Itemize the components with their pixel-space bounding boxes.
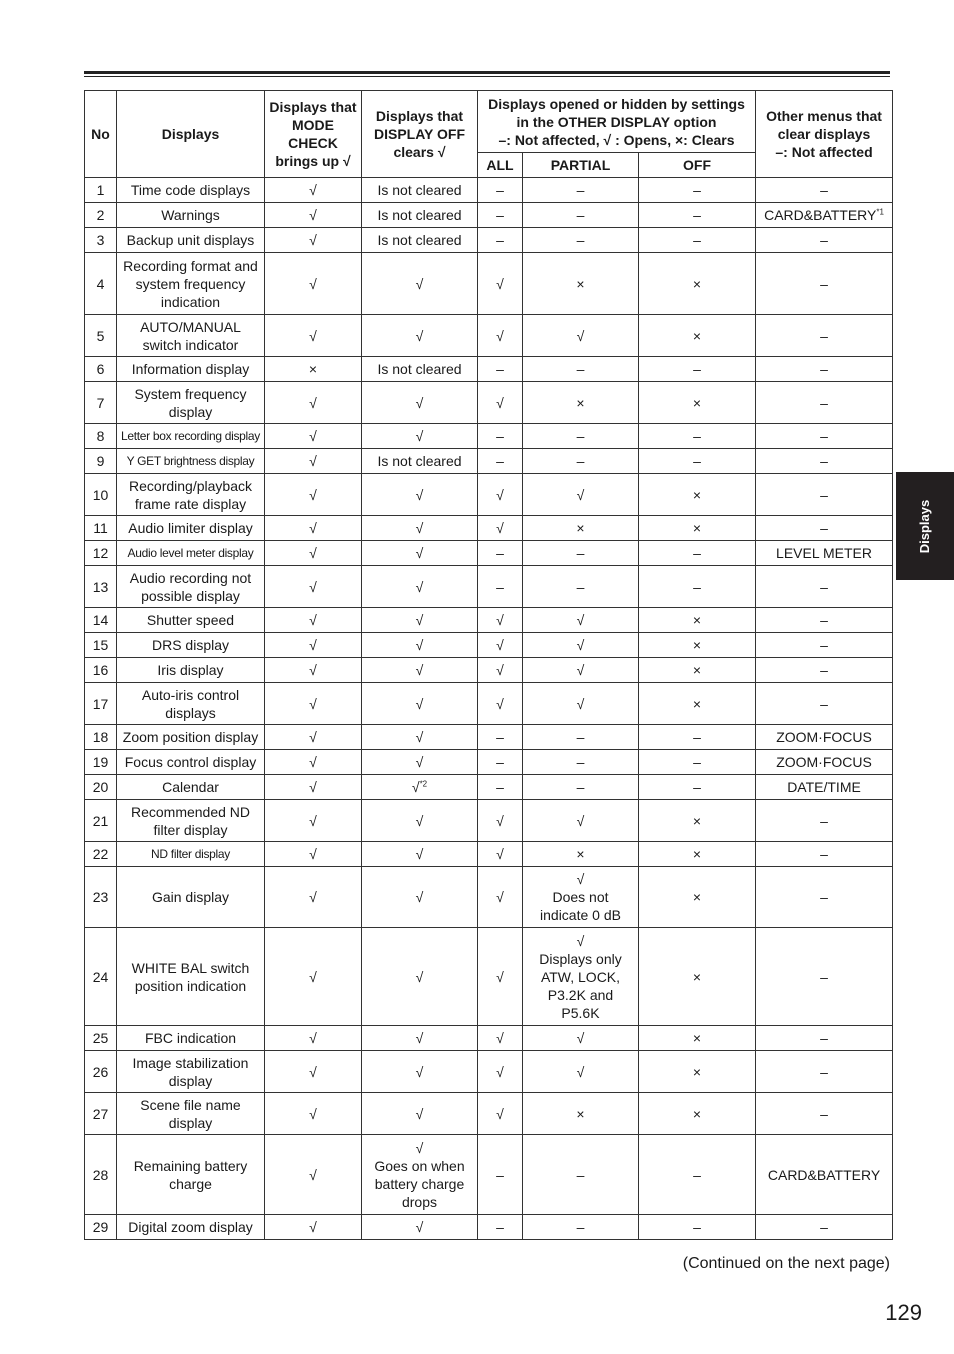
col-header-no: No (85, 91, 117, 178)
cell-mode-check: √ (265, 750, 362, 775)
top-rule-thin (84, 76, 890, 77)
cell-off: × (639, 633, 756, 658)
side-tab (896, 472, 954, 580)
side-tab-label: Displays (917, 499, 933, 553)
cell-off: – (639, 449, 756, 474)
cell-all: √ (478, 683, 523, 725)
table-row (85, 1051, 893, 1093)
cell-other-menus: – (756, 566, 893, 608)
cell-off: × (639, 867, 756, 928)
cell-no: 2 (85, 203, 117, 228)
cell-mode-check: √ (265, 203, 362, 228)
cell-mode-check: √ (265, 424, 362, 449)
cell-no: 3 (85, 228, 117, 253)
cell-mode-check: √ (265, 516, 362, 541)
cell-all: – (478, 566, 523, 608)
cell-partial: – (523, 178, 639, 203)
table-row (85, 253, 893, 315)
cell-mode-check: √ (265, 1135, 362, 1215)
table-row (85, 541, 893, 566)
cell-no: 15 (85, 633, 117, 658)
cell-other-menus: – (756, 357, 893, 382)
table-row (85, 842, 893, 867)
cell-off: – (639, 725, 756, 750)
cell-other-menus: – (756, 608, 893, 633)
table-row (85, 775, 893, 800)
table-row (85, 474, 893, 516)
cell-off: × (639, 253, 756, 315)
cell-partial: × (523, 253, 639, 315)
cell-mode-check: √ (265, 842, 362, 867)
cell-off: × (639, 315, 756, 357)
cell-display-off: √ Goes on when battery charge drops (362, 1135, 478, 1215)
cell-display-off: √ (362, 1026, 478, 1051)
cell-other-menus: – (756, 253, 893, 315)
cell-display: Shutter speed (117, 608, 265, 633)
cell-partial: – (523, 725, 639, 750)
cell-off: – (639, 228, 756, 253)
table-row (85, 449, 893, 474)
cell-display: Y GET brightness display (117, 449, 265, 474)
cell-no: 5 (85, 315, 117, 357)
cell-no: 8 (85, 424, 117, 449)
cell-partial: – (523, 750, 639, 775)
cell-all: – (478, 1215, 523, 1240)
cell-all: √ (478, 1051, 523, 1093)
cell-all: √ (478, 800, 523, 842)
cell-display-off: √ (362, 867, 478, 928)
cell-display-off: √ (362, 928, 478, 1026)
cell-mode-check: × (265, 357, 362, 382)
cell-display: Recommended ND filter display (117, 800, 265, 842)
cell-partial: √ Displays only ATW, LOCK, P3.2K and P5.6K (523, 928, 639, 1026)
cell-display-off: √ (362, 474, 478, 516)
cell-other-menus: – (756, 382, 893, 424)
cell-display-off: √ (362, 633, 478, 658)
cell-mode-check: √ (265, 449, 362, 474)
table-row (85, 683, 893, 725)
cell-no: 16 (85, 658, 117, 683)
cell-no: 25 (85, 1026, 117, 1051)
cell-partial: – (523, 357, 639, 382)
cell-other-menus: – (756, 178, 893, 203)
cell-other-menus: – (756, 1026, 893, 1051)
cell-display-off: Is not cleared (362, 357, 478, 382)
cell-no: 21 (85, 800, 117, 842)
cell-other-menus: DATE/TIME (756, 775, 893, 800)
cell-mode-check: √ (265, 800, 362, 842)
cell-no: 23 (85, 867, 117, 928)
cell-partial: √ (523, 315, 639, 357)
cell-partial: – (523, 449, 639, 474)
cell-partial: – (523, 775, 639, 800)
cell-display: Iris display (117, 658, 265, 683)
cell-display: Letter box recording display (117, 424, 265, 449)
cell-mode-check: √ (265, 541, 362, 566)
table-row (85, 516, 893, 541)
cell-off: × (639, 800, 756, 842)
cell-other-menus: – (756, 683, 893, 725)
cell-display: Auto-iris control displays (117, 683, 265, 725)
cell-no: 18 (85, 725, 117, 750)
cell-no: 22 (85, 842, 117, 867)
cell-partial: – (523, 541, 639, 566)
cell-display-off: √ (362, 1051, 478, 1093)
cell-display-off: √ (362, 424, 478, 449)
cell-no: 13 (85, 566, 117, 608)
cell-all: – (478, 1135, 523, 1215)
cell-display-off: √ (362, 725, 478, 750)
cell-display: Image stabilization display (117, 1051, 265, 1093)
table-row (85, 1026, 893, 1051)
cell-display: DRS display (117, 633, 265, 658)
cell-no: 12 (85, 541, 117, 566)
col-header-other-menus: Other menus that clear displays –: Not affected (756, 91, 893, 178)
cell-all: – (478, 725, 523, 750)
cell-all: √ (478, 1093, 523, 1135)
cell-all: √ (478, 1026, 523, 1051)
cell-display-off: √ (362, 842, 478, 867)
table-row (85, 357, 893, 382)
cell-no: 14 (85, 608, 117, 633)
col-header-partial: PARTIAL (523, 153, 639, 178)
table-row (85, 608, 893, 633)
cell-partial: × (523, 382, 639, 424)
cell-off: × (639, 516, 756, 541)
cell-display: WHITE BAL switch position indication (117, 928, 265, 1026)
cell-other-menus: – (756, 474, 893, 516)
cell-mode-check: √ (265, 1093, 362, 1135)
col-header-all: ALL (478, 153, 523, 178)
cell-other-menus: – (756, 1093, 893, 1135)
cell-mode-check: √ (265, 315, 362, 357)
cell-off: – (639, 178, 756, 203)
cell-display: AUTO/MANUAL switch indicator (117, 315, 265, 357)
cell-other-menus: – (756, 800, 893, 842)
cell-off: – (639, 203, 756, 228)
cell-off: × (639, 1051, 756, 1093)
cell-no: 28 (85, 1135, 117, 1215)
cell-display: Warnings (117, 203, 265, 228)
cell-all: √ (478, 633, 523, 658)
cell-display: System frequency display (117, 382, 265, 424)
cell-display-off: √ (362, 315, 478, 357)
cell-display-off: √ (362, 541, 478, 566)
cell-mode-check: √ (265, 228, 362, 253)
cell-no: 7 (85, 382, 117, 424)
cell-partial: × (523, 516, 639, 541)
cell-mode-check: √ (265, 566, 362, 608)
cell-mode-check: √ (265, 1026, 362, 1051)
cell-mode-check: √ (265, 633, 362, 658)
cell-no: 9 (85, 449, 117, 474)
cell-all: √ (478, 928, 523, 1026)
cell-all: – (478, 424, 523, 449)
table-row (85, 928, 893, 1026)
cell-all: √ (478, 867, 523, 928)
cell-other-menus: – (756, 633, 893, 658)
cell-display: Audio limiter display (117, 516, 265, 541)
cell-no: 6 (85, 357, 117, 382)
cell-display: Backup unit displays (117, 228, 265, 253)
cell-no: 17 (85, 683, 117, 725)
cell-display-off: √ (362, 516, 478, 541)
cell-mode-check: √ (265, 928, 362, 1026)
table-row (85, 867, 893, 928)
cell-other-menus: CARD&BATTERY (756, 1135, 893, 1215)
cell-off: × (639, 658, 756, 683)
cell-no: 4 (85, 253, 117, 315)
table-row (85, 725, 893, 750)
cell-partial: √ (523, 658, 639, 683)
cell-mode-check: √ (265, 608, 362, 633)
page-number: 129 (885, 1300, 922, 1325)
table-row (85, 178, 893, 203)
cell-off: × (639, 608, 756, 633)
cell-no: 11 (85, 516, 117, 541)
cell-partial: √ (523, 474, 639, 516)
cell-off: × (639, 1026, 756, 1051)
table-row (85, 315, 893, 357)
cell-display: Zoom position display (117, 725, 265, 750)
cell-display: Digital zoom display (117, 1215, 265, 1240)
cell-partial: √ Does not indicate 0 dB (523, 867, 639, 928)
cell-all: √ (478, 608, 523, 633)
cell-all: √ (478, 315, 523, 357)
table-row (85, 800, 893, 842)
footnote-ref: *1 (876, 207, 884, 217)
continued-note: (Continued on the next page) (682, 1255, 890, 1272)
cell-display-off: Is not cleared (362, 449, 478, 474)
cell-display: Recording/playback frame rate display (117, 474, 265, 516)
cell-other-menus: – (756, 1215, 893, 1240)
cell-off: × (639, 382, 756, 424)
cell-other-menus: ZOOM·FOCUS (756, 725, 893, 750)
cell-off: – (639, 775, 756, 800)
cell-display-off: Is not cleared (362, 203, 478, 228)
cell-off: × (639, 474, 756, 516)
cell-all: – (478, 203, 523, 228)
cell-partial: – (523, 424, 639, 449)
footnote-ref: *2 (419, 779, 428, 789)
cell-other-menus: – (756, 1051, 893, 1093)
cell-display: FBC indication (117, 1026, 265, 1051)
cell-display-off: √ (362, 608, 478, 633)
top-rule (84, 71, 890, 74)
cell-display: Gain display (117, 867, 265, 928)
cell-all: – (478, 228, 523, 253)
displays-table (84, 90, 893, 1240)
cell-display-off: √ (362, 1215, 478, 1240)
cell-display-off: √ (362, 1093, 478, 1135)
cell-other-menus: ZOOM·FOCUS (756, 750, 893, 775)
cell-all: √ (478, 382, 523, 424)
cell-all: – (478, 357, 523, 382)
table-row (85, 1135, 893, 1215)
cell-other-menus: – (756, 928, 893, 1026)
table-row (85, 382, 893, 424)
cell-off: × (639, 683, 756, 725)
col-header-display-off: Displays that DISPLAY OFF clears √ (362, 91, 478, 178)
cell-mode-check: √ (265, 253, 362, 315)
cell-display-off: √ (362, 750, 478, 775)
cell-partial: – (523, 228, 639, 253)
cell-no: 26 (85, 1051, 117, 1093)
cell-other-menus: – (756, 867, 893, 928)
cell-all: – (478, 541, 523, 566)
cell-partial: √ (523, 1051, 639, 1093)
cell-no: 1 (85, 178, 117, 203)
cell-partial: √ (523, 633, 639, 658)
table-row (85, 633, 893, 658)
cell-other-menus: – (756, 449, 893, 474)
cell-display-off: √ (362, 253, 478, 315)
cell-off: – (639, 424, 756, 449)
cell-partial: – (523, 203, 639, 228)
cell-off: – (639, 1135, 756, 1215)
cell-mode-check: √ (265, 775, 362, 800)
col-header-mode-check: Displays that MODE CHECK brings up √ (265, 91, 362, 178)
cell-mode-check: √ (265, 1215, 362, 1240)
cell-off: × (639, 928, 756, 1026)
cell-off: – (639, 750, 756, 775)
table-row (85, 750, 893, 775)
cell-display: Remaining battery charge (117, 1135, 265, 1215)
cell-partial: × (523, 1093, 639, 1135)
cell-off: × (639, 1093, 756, 1135)
cell-mode-check: √ (265, 725, 362, 750)
cell-other-menus: – (756, 658, 893, 683)
cell-mode-check: √ (265, 683, 362, 725)
cell-display-off: √ (362, 566, 478, 608)
table-row (85, 203, 893, 228)
cell-all: √ (478, 842, 523, 867)
cell-display: Focus control display (117, 750, 265, 775)
cell-display-off: √$^{*2}$ (362, 775, 478, 800)
cell-display-off: √ (362, 800, 478, 842)
cell-other-menus: CARD&BATTERY$^{*1}$ (756, 203, 893, 228)
cell-all: – (478, 775, 523, 800)
table-row (85, 1093, 893, 1135)
cell-partial: √ (523, 1026, 639, 1051)
cell-display: Information display (117, 357, 265, 382)
cell-partial: √ (523, 683, 639, 725)
cell-mode-check: √ (265, 1051, 362, 1093)
table-row (85, 566, 893, 608)
cell-mode-check: √ (265, 382, 362, 424)
cell-no: 10 (85, 474, 117, 516)
cell-partial: – (523, 1215, 639, 1240)
cell-off: – (639, 357, 756, 382)
cell-other-menus: – (756, 424, 893, 449)
table-row (85, 1215, 893, 1240)
cell-mode-check: √ (265, 178, 362, 203)
col-header-other-display: Displays opened or hidden by settings in the OTHER DISPLAY option –: Not affected, √ : Opens, ×: Clears (478, 91, 756, 153)
cell-mode-check: √ (265, 658, 362, 683)
cell-display: Calendar (117, 775, 265, 800)
cell-mode-check: √ (265, 867, 362, 928)
cell-no: 29 (85, 1215, 117, 1240)
cell-display-off: √ (362, 683, 478, 725)
col-header-displays: Displays (117, 91, 265, 178)
cell-all: – (478, 750, 523, 775)
cell-display-off: √ (362, 382, 478, 424)
cell-partial: – (523, 1135, 639, 1215)
cell-other-menus: – (756, 315, 893, 357)
cell-display: ND filter display (117, 842, 265, 867)
cell-all: √ (478, 516, 523, 541)
table-row (85, 424, 893, 449)
cell-display: Audio level meter display (117, 541, 265, 566)
cell-other-menus: – (756, 228, 893, 253)
cell-display-off: √ (362, 658, 478, 683)
cell-all: √ (478, 253, 523, 315)
cell-display-off: Is not cleared (362, 178, 478, 203)
table-row (85, 228, 893, 253)
cell-display: Time code displays (117, 178, 265, 203)
cell-all: – (478, 449, 523, 474)
cell-display-off: Is not cleared (362, 228, 478, 253)
cell-no: 20 (85, 775, 117, 800)
cell-all: √ (478, 658, 523, 683)
cell-off: – (639, 566, 756, 608)
cell-partial: – (523, 566, 639, 608)
cell-display: Audio recording not possible display (117, 566, 265, 608)
cell-partial: √ (523, 800, 639, 842)
cell-other-menus: – (756, 516, 893, 541)
cell-no: 19 (85, 750, 117, 775)
cell-other-menus: – (756, 842, 893, 867)
cell-off: – (639, 1215, 756, 1240)
cell-display: Recording format and system frequency indication (117, 253, 265, 315)
cell-no: 24 (85, 928, 117, 1026)
cell-no: 27 (85, 1093, 117, 1135)
cell-off: – (639, 541, 756, 566)
cell-display: Scene file name display (117, 1093, 265, 1135)
cell-all: – (478, 178, 523, 203)
col-header-off: OFF (639, 153, 756, 178)
cell-partial: √ (523, 608, 639, 633)
cell-partial: × (523, 842, 639, 867)
cell-mode-check: √ (265, 474, 362, 516)
table-row (85, 658, 893, 683)
cell-off: × (639, 842, 756, 867)
cell-other-menus: LEVEL METER (756, 541, 893, 566)
cell-all: √ (478, 474, 523, 516)
